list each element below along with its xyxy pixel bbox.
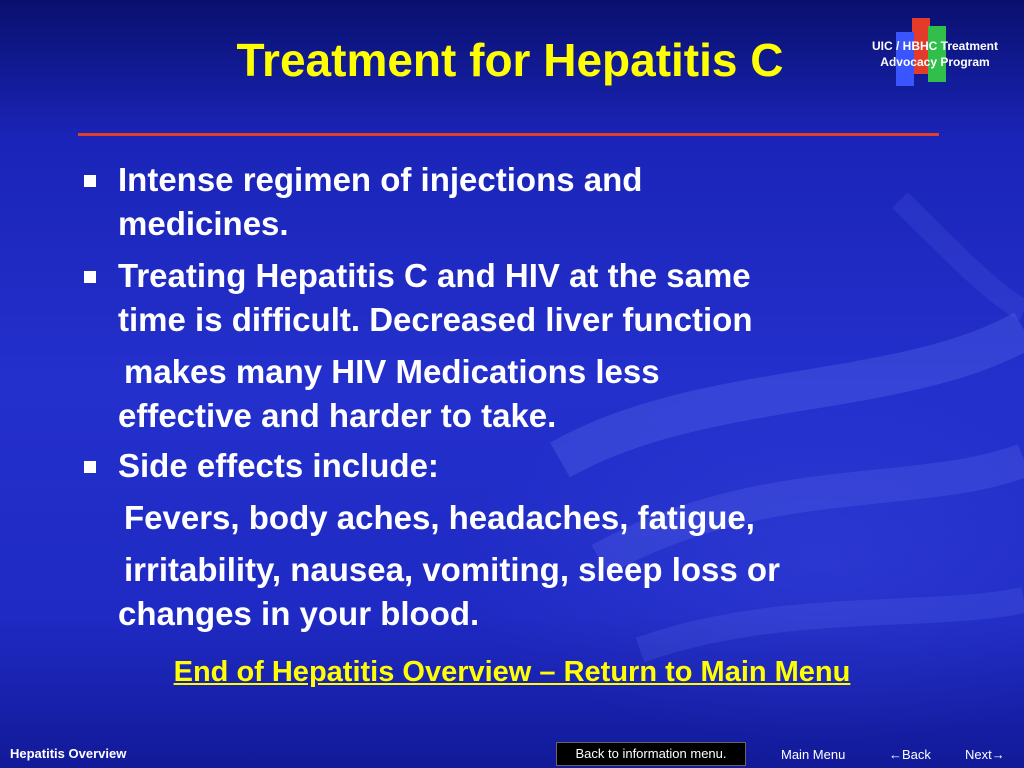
slide-body	[80, 158, 940, 636]
bullet-text: Treating Hepatitis C and HIV at the same	[118, 257, 751, 294]
slide-title: Treatment for Hepatitis C	[236, 34, 784, 86]
bullet-continuation	[80, 496, 940, 636]
bullet-item	[80, 158, 940, 246]
bullet-text: Side effects include:	[118, 447, 439, 484]
bullet-text: Intense regimen of injections and	[118, 161, 643, 198]
back-link[interactable]: ←Back	[889, 747, 931, 762]
title-divider	[78, 133, 939, 136]
continuation-text: makes many HIV Medications less	[124, 353, 660, 390]
continuation-text: effective and harder to take.	[118, 397, 557, 434]
logo-line-2: Advocacy Program	[880, 55, 990, 69]
program-logo	[846, 14, 1024, 90]
footer-section-label: Hepatitis Overview	[10, 746, 127, 761]
continuation-text: Fevers, body aches, headaches, fatigue,	[124, 499, 755, 536]
back-to-information-button[interactable]: Back to information menu.	[556, 742, 746, 766]
square-bullet-icon	[84, 175, 96, 187]
bullet-item	[80, 254, 940, 342]
bullet-text: time is difficult. Decreased liver function	[118, 301, 753, 338]
next-link[interactable]: Next→	[965, 747, 1005, 762]
square-bullet-icon	[84, 461, 96, 473]
logo-text	[846, 38, 1024, 70]
continuation-text: irritability, nausea, vomiting, sleep loss or	[124, 551, 780, 588]
square-bullet-icon	[84, 271, 96, 283]
continuation-text: changes in your blood.	[118, 595, 480, 632]
bullet-continuation	[80, 350, 940, 438]
bullet-item	[80, 444, 940, 488]
main-menu-link[interactable]: Main Menu	[781, 747, 846, 762]
bullet-text: medicines.	[118, 205, 289, 242]
return-main-menu-link[interactable]: End of Hepatitis Overview – Return to Main Menu	[173, 656, 851, 688]
logo-line-1: UIC / HBHC Treatment	[871, 39, 999, 53]
